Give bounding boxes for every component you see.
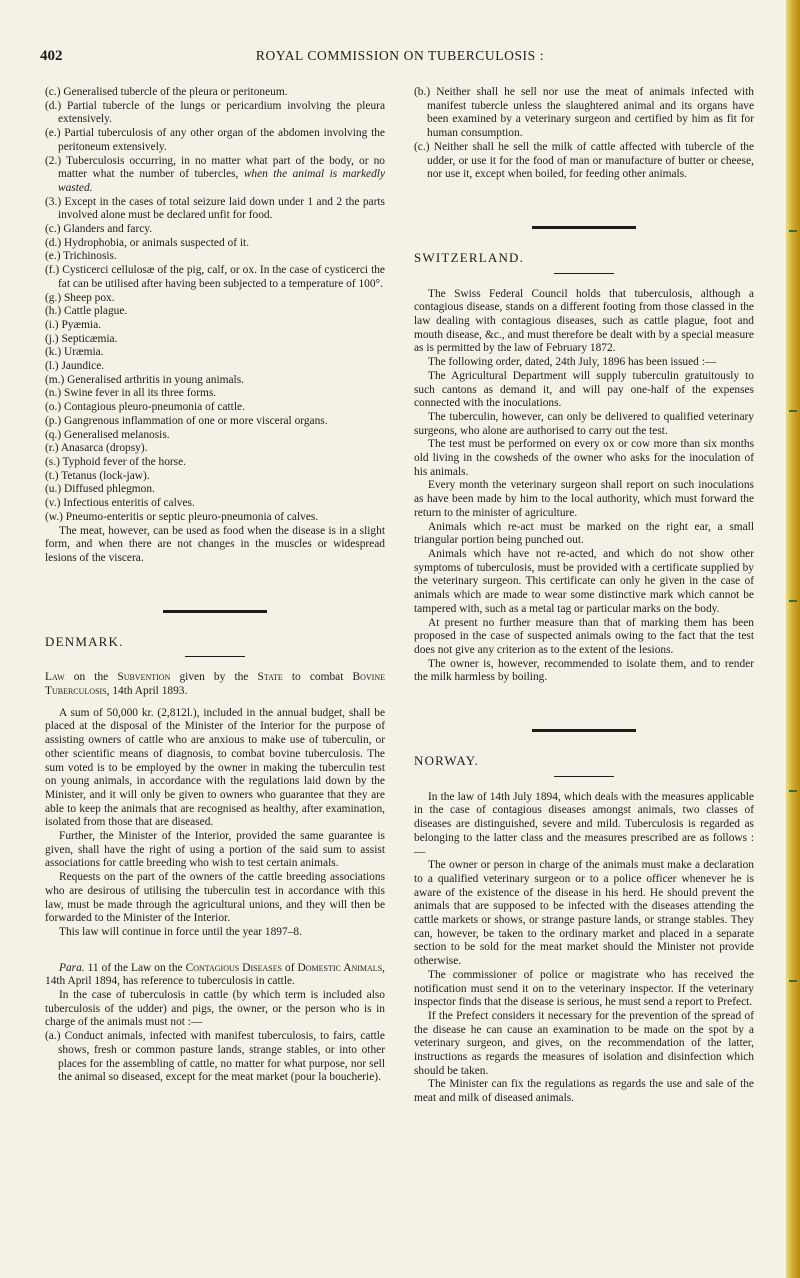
title-fragment: given by the [170, 671, 258, 684]
section-heading-switzerland: SWITZERLAND. [414, 249, 525, 265]
list-item: (m.) Generalised arthritis in young animals. [45, 373, 244, 386]
list-item: (l.) Jaundice. [45, 360, 105, 373]
title-fragment: Subvention [117, 671, 171, 684]
paragraph: The Agricultural Department will supply tuberculin gratuitously to such cantons as demand it, and will pay one-half of the expenses connected with the inoculations. [414, 369, 754, 410]
page-edge-mark [789, 410, 797, 412]
list-item: (j.) Septicæmia. [45, 332, 118, 345]
paragraph: This law will continue in force until the year 1897–8. [59, 925, 302, 938]
page-edge-mark [789, 980, 797, 982]
section-heading-norway: NORWAY. [414, 753, 480, 769]
list-item: (s.) Typhoid fever of the horse. [45, 455, 187, 468]
left-column [45, 86, 385, 1085]
paragraph: The following order, dated, 24th July, 1896 has been issued :— [428, 356, 717, 369]
title-fragment: State [257, 671, 283, 684]
list-item: (e.) Partial tuberculosis of any other organ of the abdomen involving the peritoneum extensively. [45, 127, 385, 153]
paragraph: Animals which re-act must be marked on the right ear, a small triangular portion being punched out. [414, 520, 754, 547]
paragraph: Further, the Minister of the Interior, provided the same guarantee is given, shall have the right of using a portion of the said sum to assist associations for cattle breeding who wish to test certain animals. [45, 830, 385, 870]
item-emphasis: when the animal is markedly wasted. [58, 168, 385, 194]
list-item: (p.) Gangrenous inflammation of one or more visceral organs. [45, 414, 328, 427]
list-item: (e.) Trichinosis. [45, 250, 117, 263]
list-item: (q.) Generalised melanosis. [45, 428, 170, 441]
para-fragment: 11 of the Law on the [84, 961, 186, 974]
list-item: (a.) Conduct animals, infected with manifest tuberculosis, to fairs, cattle shows, fresh or common pasture lands, strange stables, or into other places for the assembling of cattle, no matter for what purpose, nor sell the animal so diseased, except for the meat market (pour la boucherie). [45, 1030, 385, 1084]
list-item: (h.) Cattle plague. [45, 305, 128, 318]
list-item: (v.) Infectious enteritis of calves. [45, 497, 195, 510]
title-fragment: Law [45, 671, 65, 684]
paragraph: In the law of 14th July 1894, which deals with the measures applicable in the case of contagious diseases amongst animals, two classes of diseases are distinguished, severe and mild. Tuberculosis is regarded as belonging to the latter class and the measures prescribed are as follows :— [414, 790, 754, 858]
page-edge-mark [789, 600, 797, 602]
para-11-intro [45, 962, 385, 989]
paragraph: If the Prefect considers it necessary for the prevention of the spread of the disease he can cause an examination to be made on the spot by a veterinary surgeon, and gives, on the recommendation of the latter, instructions as regards the measures of isolation and disinfection which should be taken. [414, 1009, 754, 1077]
paragraph: The test must be performed on every ox or cow more than six months old living in the cowsheds of the owner who asks for the inoculation of his animals. [414, 438, 754, 478]
title-fragment: Bovine Tuberculosis [45, 671, 385, 698]
paragraph: The commissioner of police or magistrate who has received the notification must send it on to the veterinary inspector. If the veterinary inspector finds that the disease is serious, he must send a report to Prefect. [414, 968, 754, 1009]
list-item: (w.) Pneumo-enteritis or septic pleuro-pneumonia of calves. [45, 510, 319, 523]
paragraph: The owner is, however, recommended to isolate them, and to render the milk harmless by boiling. [414, 657, 754, 684]
law-title [45, 671, 385, 698]
page-edge-mark [789, 230, 797, 232]
paragraph: The Swiss Federal Council holds that tuberculosis, although a contagious disease, stands on a different footing from those classed in the law dealing with contagious diseases, such as cattle plague, foot and mouth disease, &c., and must therefore be dealt with by a special measure as is permitted by the law of February 1872. [414, 287, 754, 355]
list-item: (r.) Anasarca (dropsy). [45, 442, 148, 455]
paragraph: The Minister can fix the regulations as regards the use and sale of the meat and milk of diseased animals. [414, 1078, 754, 1105]
list-item: (i.) Pyæmia. [45, 318, 102, 331]
list-item: (c.) Glanders and farcy. [45, 223, 153, 236]
list-item: (d.) Partial tubercle of the lungs or pericardium involving the pleura extensively. [45, 99, 385, 126]
paragraph: A sum of 50,000 kr. (2,812l.), included in the annual budget, shall be placed at the disposal of the Minister of the Interior for the purpose of assisting owners of cattle who are anxious to make use of tuberculin, or other scientific means of diagnosis, to combat bovine tuberculosis. The sum voted is to be employed by the owner in making the tuberculin test on young animals, in accordance with the regulations laid down by the Minister, and it will only be given to owners who guarantee that they are able to keep the animals that are recognised as healthy, after examination, isolated from those that are diseased. [45, 706, 385, 829]
title-fragment: on the [64, 671, 118, 684]
list-item: (u.) Diffused phlegmon. [45, 483, 155, 496]
paragraph: The owner or person in charge of the animals must make a declaration to a qualified veterinary surgeon or to a police officer whenever he is aware of the existence of the disease in his herd. He should prevent the animals that are supposed to be infected with the diseases attending the cattle markets or shows, or strange pasture lands, or strange stables. They can, however, be taken to the ordinary market and placed in a separate section to be sold for the meat market should the Minister not provide otherwise. [414, 859, 754, 968]
page-edge-mark [789, 790, 797, 792]
running-title: ROYAL COMMISSION ON TUBERCULOSIS : [255, 48, 545, 63]
para-fragment: Contagious Diseases [185, 961, 283, 974]
para-fragment: Para. [59, 961, 85, 974]
paragraph: At present no further measure than that of marking them has been proposed in the case of suspected animals owing to the fact that the test does not give any criterion as to the extent of the lesions. [414, 616, 754, 656]
list-item: (t.) Tetanus (lock-jaw). [45, 469, 150, 482]
para-fragment: , 14th April 1894, has reference to tuberculosis in cattle. [45, 961, 386, 988]
list-item: (g.) Sheep pox. [45, 291, 115, 304]
list-item: (f.) Cysticerci cellulosæ of the pig, calf, or ox. In the case of cysticerci the fat can be utilised after having been subjected to a temperature of 100°. [45, 264, 385, 290]
list-item [45, 155, 385, 196]
right-column [414, 86, 754, 1106]
list-item: (3.) Except in the cases of total seizure laid down under 1 and 2 the parts involved alone must be declared unfit for food. [45, 195, 385, 222]
paragraph: In the case of tuberculosis in cattle (by which term is included also tuberculosis of the udder) and pigs, the owner, or the person who is in charge of the animals must not :— [45, 989, 385, 1029]
page-number: 402 [40, 48, 63, 64]
paragraph: Requests on the part of the owners of the cattle breeding associations who are desirous of utilising the tuberculin test in accordance with this law, must be made through the agricultural unions, and they will then be forwarded to the Minister of the Interior. [45, 871, 385, 925]
para-fragment: of [282, 961, 298, 974]
title-fragment: , 14th April 1893. [106, 685, 188, 698]
paragraph: The meat, however, can be used as food when the disease is in a slight form, and when there are not changes in the muscles or widespread lesions of the viscera. [45, 524, 385, 564]
item-text: (2.) Tuberculosis occurring, in no matter what part of the body, or no matter what the number of tubercles, [45, 154, 385, 181]
page-edge-binding [786, 0, 800, 1278]
paragraph: The tuberculin, however, can only be delivered to qualified veterinary surgeons, who alone are authorised to carry out the test. [414, 410, 754, 437]
list-item: (k.) Uræmia. [45, 346, 104, 359]
paragraph: Animals which have not re-acted, and which do not show other symptoms of tuberculosis, must be provided with a certificate supplied by the veterinary surgeon. This certificate can only he given in the case of animals which are made to wear some distinctive mark which cannot be tampered with, such as a metal tag or particular marks on the body. [414, 547, 754, 615]
paragraph: Every month the veterinary surgeon shall report on such inoculations as have been made by him to the local authority, which must forward the return to the minister of agriculture. [414, 479, 754, 519]
para-fragment: Domestic Animals [297, 961, 383, 974]
title-fragment: to combat [282, 671, 353, 684]
list-item: (b.) Neither shall he sell nor use the meat of animals infected with manifest tubercle unless the slaughtered animal and its organs have been examined by a veterinary surgeon and certified by him as fit for human consumption. [414, 86, 754, 140]
list-item: (d.) Hydrophobia, or animals suspected of it. [45, 236, 250, 249]
list-item: (c.) Generalised tubercle of the pleura or peritoneum. [45, 86, 288, 98]
section-heading-denmark: DENMARK. [45, 633, 124, 649]
list-item: (c.) Neither shall he sell the milk of cattle affected with tubercle of the udder, or use it for the food of man or manufacture of butter or cheese, nor use it, except when boiled, for feeding other animals. [414, 140, 754, 181]
list-item: (o.) Contagious pleuro-pneumonia of cattle. [45, 401, 245, 414]
list-item: (n.) Swine fever in all its three forms. [45, 387, 217, 400]
